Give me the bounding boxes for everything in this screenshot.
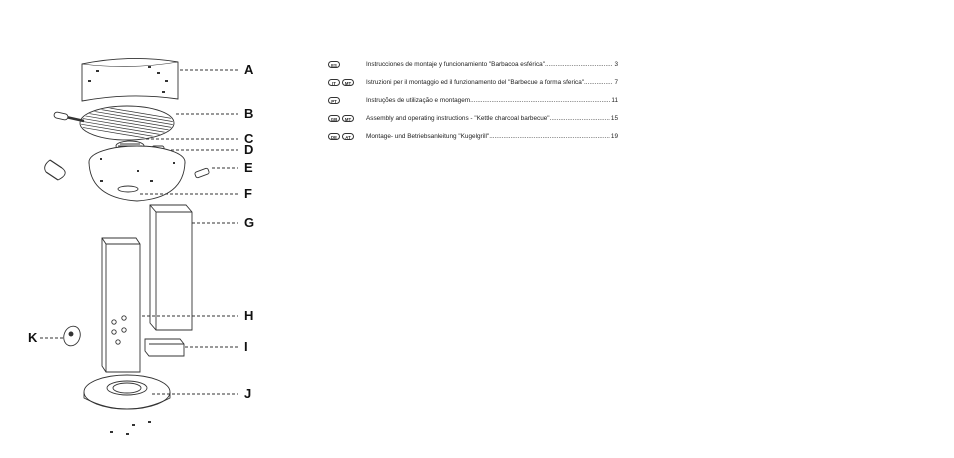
toc-leader-dots: [550, 115, 610, 122]
callout-j: J: [244, 386, 252, 401]
callout-h: H: [244, 308, 254, 323]
callout-e: E: [244, 160, 253, 175]
part-k-thermometer: [40, 324, 83, 348]
language-flags: [328, 97, 366, 104]
toc-page-number: 15: [610, 114, 618, 122]
callout-f: F: [244, 186, 252, 201]
part-a-wind-shield: [82, 58, 238, 101]
part-g-leg-panel: [150, 205, 238, 330]
language-flags: [328, 61, 366, 68]
toc-title: Instruções de utilização e montagem: [366, 96, 471, 104]
language-code-badge: PT: [328, 97, 340, 104]
toc-page-number: 7: [614, 78, 618, 86]
toc-leader-dots: [470, 97, 610, 104]
part-f-bowl: [89, 146, 238, 201]
language-code-badge: GB: [328, 115, 340, 122]
language-code-badge: ES: [328, 61, 340, 68]
callout-a: A: [244, 62, 254, 77]
toc-entry-es[interactable]: [328, 55, 618, 73]
callout-i: I: [244, 339, 248, 354]
language-code-badge: AT: [342, 133, 354, 140]
language-code-badge: MT: [342, 79, 354, 86]
callout-b: B: [244, 106, 254, 121]
toc-page-number: 11: [611, 96, 618, 104]
toc-title: Istruzioni per il montaggio ed il funzionamento del "Barbecue a forma sferica": [366, 78, 585, 86]
toc-entry-gb[interactable]: [328, 109, 618, 127]
toc-entry-de[interactable]: [328, 127, 618, 145]
table-of-contents: [328, 55, 618, 145]
toc-entry-pt[interactable]: [328, 91, 618, 109]
part-b-cooking-grid: [54, 103, 238, 143]
toc-title: Montage- und Betriebsanleitung "Kugelgrill": [366, 132, 490, 140]
language-flags: [328, 133, 366, 140]
toc-page-number: 19: [610, 132, 618, 140]
callout-d: D: [244, 142, 254, 157]
language-flags: [328, 79, 366, 86]
language-code-badge: MT: [342, 115, 354, 122]
callout-g: G: [244, 215, 255, 230]
callout-c: C: [244, 131, 254, 146]
toc-leader-dots: [584, 79, 613, 86]
toc-leader-dots: [489, 133, 610, 140]
language-code-badge: IT: [328, 79, 340, 86]
part-i-ash-tray: [145, 339, 238, 356]
toc-page-number: 3: [614, 60, 618, 68]
toc-title: Instrucciones de montaje y funcionamiento "Barbacoa esférica": [366, 60, 545, 68]
language-code-badge: DE: [328, 133, 340, 140]
toc-leader-dots: [545, 61, 613, 68]
part-j-base-plate: [84, 375, 238, 435]
language-flags: [328, 115, 366, 122]
toc-title: Assembly and operating instructions - "Kettle charcoal barbecue": [366, 114, 550, 122]
toc-entry-it[interactable]: [328, 73, 618, 91]
callout-k: K: [28, 330, 38, 345]
